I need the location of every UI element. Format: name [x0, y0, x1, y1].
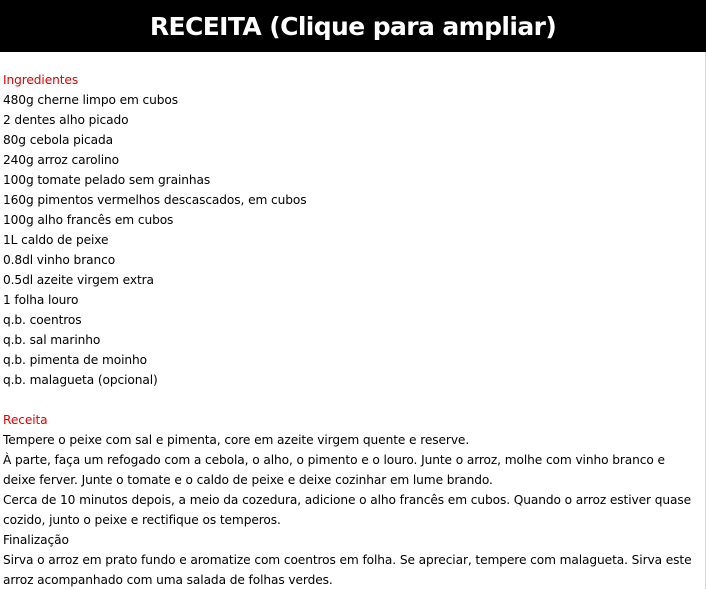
ingredient-item: q.b. malagueta (opcional)	[3, 373, 158, 387]
ingredient-item: 160g pimentos vermelhos descascados, em cubos	[3, 193, 307, 207]
recipe-content	[3, 70, 703, 590]
finish-heading: Finalização	[3, 533, 69, 547]
ingredient-item: q.b. pimenta de moinho	[3, 353, 147, 367]
recipe-step-line: cozido, junto o peixe e rectifique os temperos.	[3, 513, 281, 527]
recipe-heading: Receita	[3, 413, 48, 427]
ingredient-item: 0.8dl vinho branco	[3, 253, 116, 267]
ingredient-item: 100g alho francês em cubos	[3, 213, 174, 227]
ingredient-item: 2 dentes alho picado	[3, 113, 129, 127]
ingredient-item: q.b. coentros	[3, 313, 82, 327]
ingredients-heading: Ingredientes	[3, 73, 79, 87]
ingredient-item: 1 folha louro	[3, 293, 79, 307]
recipe-step-line: À parte, faça um refogado com a cebola, o alho, o pimento e o louro. Junte o arroz, molhe com vinho branco e	[3, 453, 665, 467]
ingredient-item: 0.5dl azeite virgem extra	[3, 273, 154, 287]
finish-step-line: arroz acompanhado com uma salada de folhas verdes.	[3, 573, 333, 587]
page-title[interactable]: RECEITA (Clique para ampliar)	[149, 11, 557, 41]
finish-step-line: Sirva o arroz em prato fundo e aromatize com coentros em folha. Se apreciar, tempere com malagueta. Sirva este	[3, 553, 692, 567]
ingredient-item: 240g arroz carolino	[3, 153, 120, 167]
ingredient-item: 1L caldo de peixe	[3, 233, 109, 247]
section-spacer	[3, 390, 703, 410]
ingredient-item: 100g tomate pelado sem grainhas	[3, 173, 211, 187]
ingredient-item: q.b. sal marinho	[3, 333, 101, 347]
recipe-step-line: Cerca de 10 minutos depois, a meio da cozedura, adicione o alho francês em cubos. Quando o arroz estiver quase	[3, 493, 691, 507]
ingredient-item: 480g cherne limpo em cubos	[3, 93, 179, 107]
recipe-step-line: deixe ferver. Junte o tomate e o caldo de peixe e deixe cozinhar em lume brando.	[3, 473, 493, 487]
header-bar[interactable]	[0, 0, 706, 52]
recipe-step-line: Tempere o peixe com sal e pimenta, core em azeite virgem quente e reserve.	[3, 433, 470, 447]
ingredient-item: 80g cebola picada	[3, 133, 114, 147]
